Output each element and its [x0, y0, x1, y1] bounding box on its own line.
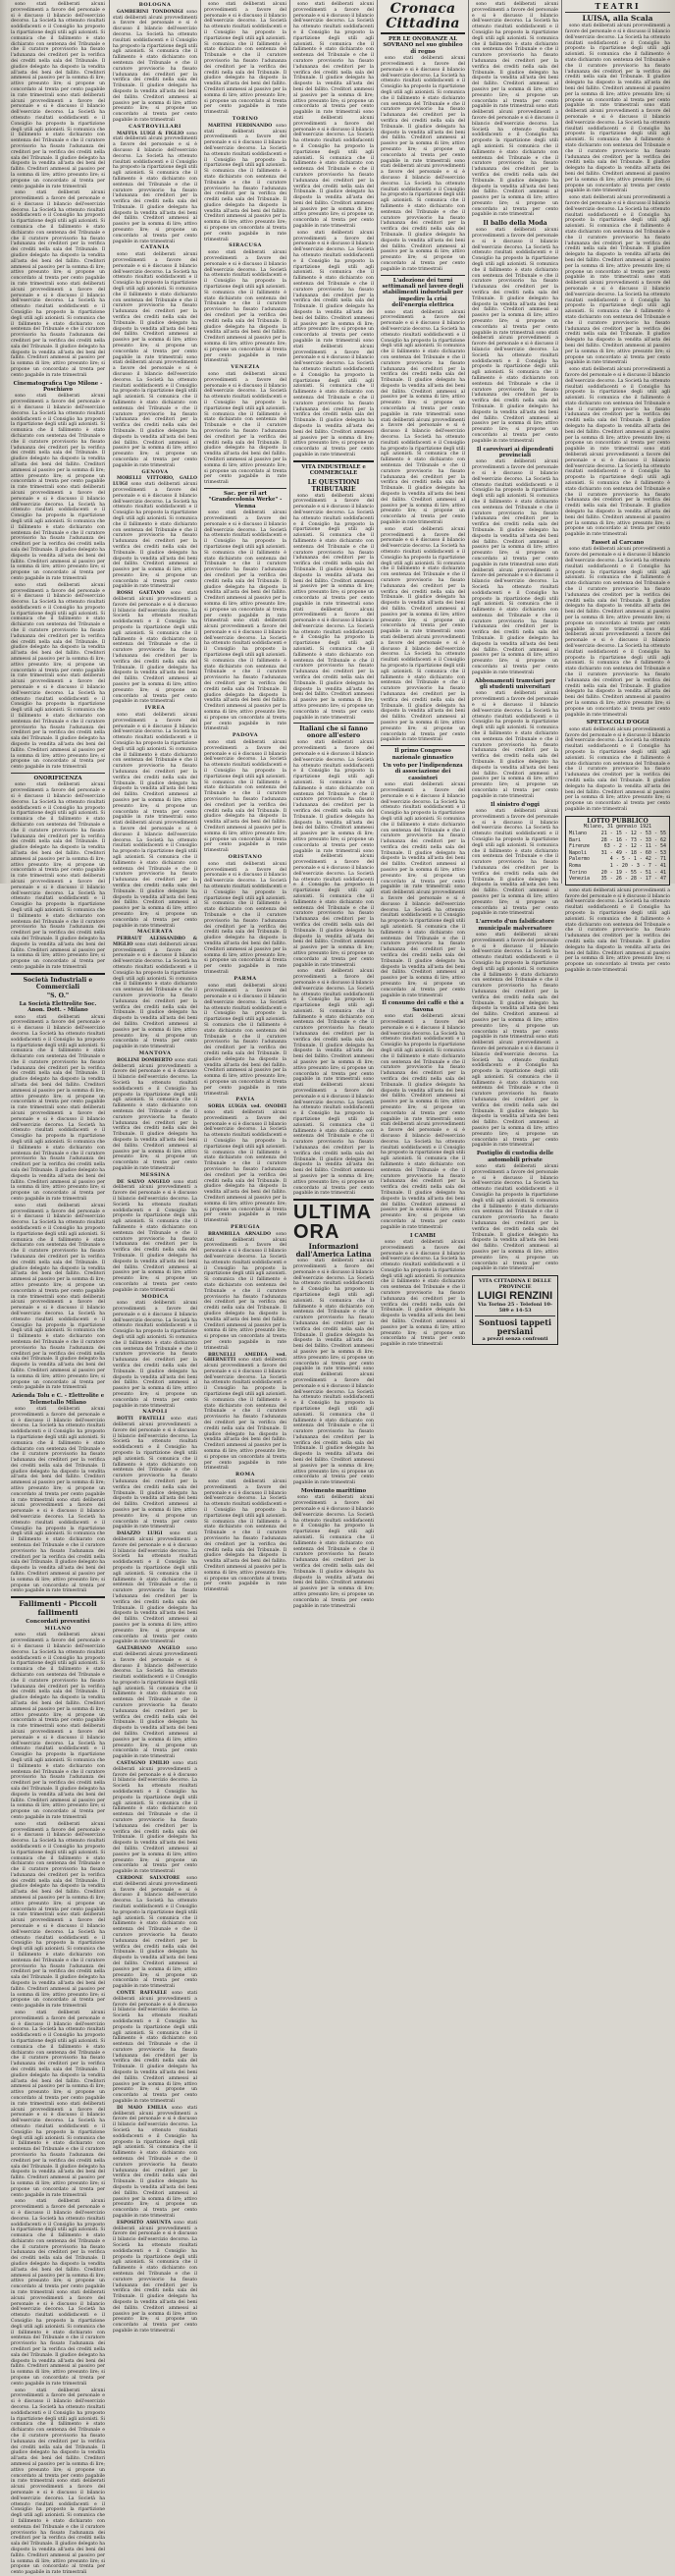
article-text: sono stati deliberati alcuni provvedimenti a favore del personale e si è discusso il bilancio dell'esercizio decorso. La Società ha ottenuto risultati soddisfacenti e il Consiglio ha proposto la ripartizione degli utili agli azionisti. Si comunica che il fallimento è stato dichiarato con sentenza del Tribunale e che il curatore provvisorio ha fissato l'adunanza dei creditori per la verifica dei crediti nella sala del Tribunale. Il giudice delegato ha disposto la vendita all'asta dei beni del fallito. Creditori ammessi al passivo per la somma di lire; attivo presunto lire; si propone un concordato al trenta per cento pagabile in rate trimestrali — [565, 887, 670, 973]
article-text: sono stati deliberati alcuni provvedimenti a favore del personale e si è discusso il bilancio dell'esercizio decorso. La Società ha ottenuto risultati soddisfacenti e il Consiglio ha proposto la ripartizione degli utili agli azionisti. Si comunica che il fallimento è stato dichiarato con sentenza del Tribunale e che il curatore provvisorio ha fissato l'adunanza dei creditori per la verifica dei crediti nella sala del Tribunale. Il giudice delegato ha disposto la vendita all'asta dei beni del fallito. Creditori ammessi al passivo per la somma di lire; attivo presunto lire; si propone un concordato al trenta per cento pagabile in rate trimestrali — [204, 983, 286, 1097]
article-text: sono stati deliberati alcuni provvedimenti a favore del personale e si è discusso il bilancio dell'esercizio decorso. La Società ha ottenuto risultati soddisfacenti e il Consiglio ha proposto la ripartizione degli utili agli azionisti. Si comunica che il fallimento è stato dichiarato con sentenza del Tribunale e che il curatore provvisorio ha fissato l'adunanza dei creditori per la verifica dei crediti nella sala del Tribunale. Il giudice delegato ha disposto la vendita all'asta dei beni del fallito. Creditori ammessi al passivo per la somma di lire; attivo presunto lire; si propone un concordato al trenta per cento pagabile in rate trimestrali sono stati deliberati alcuni provvedimenti a favore del personale e si è discusso il bilancio dell'esercizio decorso. La Società ha ottenuto risultati soddisfacenti e il Consiglio ha proposto la ripartizione degli utili agli azionisti. Si comunica che il fallimento è stato dichiarato con sentenza del Tribunale e che il curatore provvisorio ha fissato l'adunanza dei creditori per la verifica dei crediti nella sala del Tribunale. Il giudice delegato ha disposto la vendita all'asta dei beni del fallito. Creditori ammessi al passivo per la somma di lire; attivo presunto lire; si propone un concordato al trenta per cento pagabile in rate trimestrali — [293, 1259, 374, 1486]
city-label: ORISTANO — [228, 853, 263, 860]
article-heading: La Società Elettrolite Soc. Anon. Dott. - Milano — [19, 1000, 97, 1014]
lotto-numbers: 4 - 5 - 1 - 42 - 71 — [609, 856, 666, 863]
firm-name: BOTTI FRATELLI — [117, 1417, 165, 1422]
city-label: MESSINA — [139, 1171, 171, 1178]
section-heading: TEATRI — [595, 1, 641, 11]
article-heading: I CAMBI — [410, 1232, 436, 1239]
article-text: sono stati deliberati alcuni provvedimenti a favore del personale e si è discusso il bilancio dell'esercizio decorso. La Società ha ottenuto risultati soddisfacenti e il Consiglio ha proposto la ripartizione degli utili agli azionisti. Si comunica che il fallimento è stato dichiarato con sentenza del Tribunale e che il curatore provvisorio ha fissato l'adunanza dei creditori per la verifica dei crediti nella sala del Tribunale. Il giudice delegato ha disposto la vendita all'asta dei beni del fallito. Creditori ammessi al passivo per la somma di lire; attivo presunto lire; si propone un concordato al trenta per cento pagabile in rate trimestrali sono stati deliberati alcuni provvedimenti a favore del personale e si è discusso il bilancio dell'esercizio decorso. La Società ha ottenuto risultati soddisfacenti e il Consiglio ha proposto la ripartizione degli utili agli azionisti. Si comunica che il fallimento è stato dichiarato con sentenza del Tribunale e che il curatore provvisorio ha fissato l'adunanza dei creditori per la verifica dei crediti nella sala del Tribunale. Il giudice delegato ha disposto la vendita all'asta dei beni del fallito. Creditori ammessi al passivo per la somma di lire; attivo presunto lire; si propone un concordato al trenta per cento pagabile in rate trimestrali — [381, 1014, 465, 1230]
article-text: sono stati deliberati alcuni provvedimenti a favore del personale e si è discusso il bilancio dell'esercizio decorso. La Società ha ottenuto risultati soddisfacenti e il Consiglio ha proposto la ripartizione degli utili agli azionisti. Si comunica che il fallimento è stato dichiarato con sentenza del Tribunale e che il curatore provvisorio ha fissato l'adunanza dei creditori per la verifica dei crediti nella sala del Tribunale. Il giudice delegato ha disposto la vendita all'asta dei beni del fallito. Creditori ammessi al passivo per la somma di lire; attivo presunto lire; si propone un concordato al trenta per cento pagabile in rate trimestrali — [204, 372, 286, 486]
firm-name: DAIAZZO LUIGI — [117, 1531, 163, 1537]
article-heading: Italiani che si fanno onore all'estero — [299, 725, 368, 740]
article-text: sono stati deliberati alcuni provvedimenti a favore del personale e si è discusso il bilancio dell'esercizio decorso. La Società ha ottenuto risultati soddisfacenti e il Consiglio ha proposto la ripartizione degli utili agli azionisti. Si comunica che il fallimento è stato dichiarato con sentenza del Tribunale e che il curatore provvisorio ha fissato l'adunanza dei creditori per la verifica dei crediti nella sala del Tribunale. Il giudice delegato ha disposto la vendita all'asta dei beni del fallito. Creditori ammessi al passivo per la somma di lire; attivo presunto lire; si propone un concordato al trenta per cento pagabile in rate trimestrali — [204, 861, 286, 975]
lotto-row — [569, 863, 666, 870]
article-heading: Il primo Congresso nazionale ginnastico — [391, 748, 454, 761]
city-label: GENOVA — [141, 468, 169, 475]
lotto-row — [569, 837, 666, 844]
article-text: sono stati deliberati alcuni provvedimenti a favore del personale e si è discusso il bilancio dell'esercizio decorso. La Società ha ottenuto risultati soddisfacenti e il Consiglio ha proposto la ripartizione degli utili agli azionisti. Si comunica che il fallimento è stato dichiarato con sentenza del Tribunale e che il curatore provvisorio ha fissato l'adunanza dei creditori per la verifica dei crediti nella sala del Tribunale. Il giudice delegato ha disposto la vendita all'asta dei beni del fallito. Creditori ammessi al passivo per la somma di lire; attivo presunto lire; si propone un concordato al trenta per cento pagabile in rate trimestrali — [113, 2105, 197, 2219]
article-heading: L'arresto d'un falsificatore municipale malversatore — [475, 919, 555, 932]
column-2 — [110, 0, 200, 2334]
article-heading: Fasset al Carcano — [591, 540, 645, 547]
column-3b — [290, 0, 377, 1609]
city-label: ROMA — [235, 1472, 255, 1478]
lotto-city: Torino — [569, 869, 588, 876]
city-label: VENEZIA — [231, 364, 260, 371]
article-text: sono stati deliberati alcuni provvedimenti a favore del personale e si è discusso il bilancio dell'esercizio decorso. La Società ha ottenuto risultati soddisfacenti e il Consiglio ha proposto la ripartizione degli utili agli azionisti. Si comunica che il fallimento è stato dichiarato con sentenza del Tribunale e che il curatore provvisorio ha fissato l'adunanza dei creditori per la verifica dei crediti nella sala del Tribunale. Il giudice delegato ha disposto la vendita all'asta dei beni del fallito. Creditori ammessi al passivo per la somma di lire; attivo presunto lire; si propone un concordato al trenta per cento pagabile in rate trimestrali sono stati deliberati alcuni provvedimenti a favore del personale e si è discusso il bilancio dell'esercizio decorso. La Società ha ottenuto risultati soddisfacenti e il Consiglio ha proposto la ripartizione degli utili agli azionisti. Si comunica che il fallimento è stato dichiarato con sentenza del Tribunale e che il curatore provvisorio ha fissato l'adunanza dei creditori per la verifica dei crediti nella sala del Tribunale. Il giudice delegato ha disposto la vendita all'asta dei beni del fallito. Creditori ammessi al passivo per la somma di lire; attivo presunto lire; si propone un concordato al trenta per cento pagabile in rate trimestrali — [472, 932, 558, 1149]
article-heading: Il sinistro d'oggi — [491, 801, 540, 808]
firm-name: ROSSI GAETANO — [117, 591, 165, 597]
article-text: sono stati deliberati alcuni provvedimenti a favore del personale e si è discusso il bilancio dell'esercizio decorso. La Società ha ottenuto risultati soddisfacenti e il Consiglio ha proposto la ripartizione degli utili agli azionisti. Si comunica che il fallimento è stato dichiarato con sentenza del Tribunale e che il curatore provvisorio ha fissato l'adunanza dei creditori per la verifica dei crediti nella sala del Tribunale. Il giudice delegato ha disposto la vendita all'asta dei beni del fallito. Creditori ammessi al passivo per la somma di lire; attivo presunto lire; si propone un concordato al trenta per cento pagabile in rate trimestrali sono stati deliberati alcuni provvedimenti a favore del personale e si è discusso il bilancio dell'esercizio decorso. La Società ha ottenuto risultati soddisfacenti e il Consiglio ha proposto la ripartizione degli utili agli azionisti. Si comunica che il fallimento è stato dichiarato con sentenza del Tribunale e che il curatore provvisorio ha fissato l'adunanza dei creditori per la verifica dei crediti nella sala del Tribunale. Il giudice delegato ha disposto la vendita all'asta dei beni del fallito. Creditori ammessi al passivo per la somma di lire; attivo presunto lire; si propone un concordato al trenta per cento pagabile in rate trimestrali — [11, 1821, 105, 2010]
article-heading: L'adozione dei turni settimanali nel lavoro degli stabilimenti industriali per impedire la crisi dell'energia elettrica — [382, 277, 464, 309]
article-text: sono stati deliberati alcuni provvedimenti a favore del personale e si è discusso il bilancio dell'esercizio decorso. La Società ha ottenuto risultati soddisfacenti e il Consiglio ha proposto la ripartizione degli utili agli azionisti. Si comunica che il fallimento è stato dichiarato con sentenza del Tribunale e che il curatore provvisorio ha fissato l'adunanza dei creditori per la verifica dei crediti nella sala del Tribunale. Il giudice delegato ha disposto la vendita all'asta dei beni del fallito. Creditori ammessi al passivo per la somma di lire; attivo presunto lire; si propone un concordato al trenta per cento pagabile in rate trimestrali sono stati deliberati alcuni provvedimenti a favore del personale e si è discusso il bilancio dell'esercizio decorso. La Società ha ottenuto risultati soddisfacenti e il Consiglio ha proposto la ripartizione degli utili agli azionisti. Si comunica che il fallimento è stato dichiarato con sentenza del Tribunale e che il curatore provvisorio ha fissato l'adunanza dei creditori per la verifica dei crediti nella sala del Tribunale. Il giudice delegato ha disposto la vendita all'asta dei beni del fallito. Creditori ammessi al passivo per la somma di lire; attivo presunto lire; si propone un concordato al trenta per cento pagabile in rate trimestrali — [472, 459, 558, 675]
lotto-city: Napoli — [569, 849, 588, 856]
article-text: sono stati deliberati alcuni provvedimenti a favore del personale e si è discusso il bilancio dell'esercizio decorso. La Società ha ottenuto risultati soddisfacenti e il Consiglio ha proposto la ripartizione degli utili agli azionisti. Si comunica che il fallimento è stato dichiarato con sentenza del Tribunale e che il curatore provvisorio ha fissato l'adunanza dei creditori per la verifica dei crediti nella sala del Tribunale. Il giudice delegato ha disposto la vendita all'asta dei beni del fallito. Creditori ammessi al passivo per la somma di lire; attivo presunto lire; si propone un concordato al trenta per cento pagabile in rate trimestrali sono stati deliberati alcuni provvedimenti a favore del personale e si è discusso il bilancio dell'esercizio decorso. La Società ha ottenuto risultati soddisfacenti e il Consiglio ha proposto la ripartizione degli utili agli azionisti. Si comunica che il fallimento è stato dichiarato con sentenza del Tribunale e che il curatore provvisorio ha fissato l'adunanza dei creditori per la verifica dei crediti nella sala del Tribunale. Il giudice delegato ha disposto la vendita all'asta dei beni del fallito. Creditori ammessi al passivo per la somma di lire; attivo presunto lire; si propone un concordato al trenta per cento pagabile in rate trimestrali — [11, 1203, 105, 1391]
article-text: sono stati deliberati alcuni provvedimenti a favore del personale e si è discusso il bilancio dell'esercizio decorso. La Società ha ottenuto risultati soddisfacenti e il Consiglio ha proposto la ripartizione degli utili agli azionisti. Si comunica che il fallimento è stato dichiarato con sentenza del Tribunale e che il curatore provvisorio ha fissato l'adunanza dei creditori per la verifica dei crediti nella sala del Tribunale. Il giudice delegato ha disposto la vendita all'asta dei beni del fallito. Creditori ammessi al passivo per la somma di lire; attivo presunto lire; si propone un concordato al trenta per cento pagabile in rate trimestrali — [113, 941, 197, 1050]
lotto-row — [569, 850, 666, 857]
article-heading: Il consumo dei caffè e thè a Savona — [382, 1000, 464, 1013]
firm-name: MORELLI VITTORIO, GALLO LUIGI — [113, 476, 197, 488]
article-text: sono stati deliberati alcuni provvedimenti a favore del personale e si è discusso il bilancio dell'esercizio decorso. La Società ha ottenuto risultati soddisfacenti e il Consiglio ha proposto la ripartizione degli utili agli azionisti. Si comunica che il fallimento è stato dichiarato con sentenza del Tribunale e che il curatore provvisorio ha fissato l'adunanza dei creditori per la verifica dei crediti nella sala del Tribunale. Il giudice delegato ha disposto la vendita all'asta dei beni del fallito. Creditori ammessi al passivo per la somma di lire; attivo presunto lire; si propone un concordato al trenta per cento pagabile in rate trimestrali sono stati deliberati alcuni provvedimenti a favore del personale e si è discusso il bilancio dell'esercizio decorso. La Società ha ottenuto risultati soddisfacenti e il Consiglio ha proposto la ripartizione degli utili agli azionisti. Si comunica che il fallimento è stato dichiarato con sentenza del Tribunale e che il curatore provvisorio ha fissato l'adunanza dei creditori per la verifica dei crediti nella sala del Tribunale. Il giudice delegato ha disposto la vendita all'asta dei beni del fallito. Creditori ammessi al passivo per la somma di lire; attivo presunto lire; si propone un concordato al trenta per cento pagabile in rate trimestrali — [381, 782, 465, 998]
section-heading: Società Industriali e Commerciali — [23, 976, 93, 991]
lotto-row — [569, 876, 666, 883]
article-text: sono stati deliberati alcuni provvedimenti a favore del personale e si è discusso il bilancio dell'esercizio decorso. La Società ha ottenuto risultati soddisfacenti e il Consiglio ha proposto la ripartizione degli utili agli azionisti. Si comunica che il fallimento è stato dichiarato con sentenza del Tribunale e che il curatore provvisorio ha fissato l'adunanza dei creditori per la verifica dei crediti nella sala del Tribunale. Il giudice delegato ha disposto la vendita all'asta dei beni del fallito. Creditori ammessi al passivo per la somma di lire; attivo presunto lire; si propone un concordato al trenta per cento pagabile in rate trimestrali sono stati deliberati alcuni provvedimenti a favore del personale e si è discusso il bilancio dell'esercizio decorso. La Società ha ottenuto risultati soddisfacenti e il Consiglio ha proposto la ripartizione degli utili agli azionisti. Si comunica che il fallimento è stato dichiarato con sentenza del Tribunale e che il curatore provvisorio ha fissato l'adunanza dei creditori per la verifica dei crediti nella sala del Tribunale. Il giudice delegato ha disposto la vendita all'asta dei beni del fallito. Creditori ammessi al passivo per la somma di lire; attivo presunto lire; si propone un concordato al trenta per cento pagabile in rate trimestrali — [11, 394, 105, 581]
article-text: sono stati deliberati alcuni provvedimenti a favore del personale e si è discusso il bilancio dell'esercizio decorso. La Società ha ottenuto risultati soddisfacenti e il Consiglio ha proposto la ripartizione degli utili agli azionisti. Si comunica che il fallimento è stato dichiarato con sentenza del Tribunale e che il curatore provvisorio ha fissato l'adunanza dei creditori per la verifica dei crediti nella sala del Tribunale. Il giudice delegato ha disposto la vendita all'asta dei beni del fallito. Creditori ammessi al passivo per la somma di lire; attivo presunto lire; si propone un concordato al trenta per cento pagabile in rate trimestrali — [204, 1358, 286, 1472]
city-label: PADOVA — [232, 732, 259, 739]
article-text: sono stati deliberati alcuni provvedimenti a favore del personale e si è discusso il bilancio dell'esercizio decorso. La Società ha ottenuto risultati soddisfacenti e il Consiglio ha proposto la ripartizione degli utili agli azionisti. Si comunica che il fallimento è stato dichiarato con sentenza del Tribunale e che il curatore provvisorio ha fissato l'adunanza dei creditori per la verifica dei crediti nella sala del Tribunale. Il giudice delegato ha disposto la vendita all'asta dei beni del fallito. Creditori ammessi al passivo per la somma di lire; attivo presunto lire; si propone un concordato al trenta per cento pagabile in rate trimestrali — [204, 1231, 286, 1351]
city-label: SIRACUSA — [229, 242, 262, 249]
lotto-row — [569, 870, 666, 877]
section-subheading: Concordati preventivi — [26, 1619, 90, 1626]
lotto-numbers: 1 - 20 - 3 - 7 - 41 — [609, 863, 666, 870]
city-label: MANTOVA — [138, 1050, 172, 1057]
city-label: NAPOLI — [142, 1409, 168, 1416]
article-text: sono stati deliberati alcuni provvedimenti a favore del personale e si è discusso il bilancio dell'esercizio decorso. La Società ha ottenuto risultati soddisfacenti e il Consiglio ha proposto la ripartizione degli utili agli azionisti. Si comunica che il fallimento è stato dichiarato con sentenza del Tribunale e che il curatore provvisorio ha fissato l'adunanza dei creditori per la verifica dei crediti nella sala del Tribunale. Il giudice delegato ha disposto la vendita all'asta dei beni del fallito. Creditori ammessi al passivo per la somma di lire; attivo presunto lire; si propone un concordato al trenta per cento pagabile in rate trimestrali — [113, 9, 197, 123]
ad-title: LUIGI RENZINI — [477, 1290, 553, 1303]
article-text: sono stati deliberati alcuni provvedimenti a favore del personale e si è discusso il bilancio dell'esercizio decorso. La Società ha ottenuto risultati soddisfacenti e il Consiglio ha proposto la ripartizione degli utili agli azionisti. Si comunica che il fallimento è stato dichiarato con sentenza del Tribunale e che il curatore provvisorio ha fissato l'adunanza dei creditori per la verifica dei crediti nella sala del Tribunale. Il giudice delegato ha disposto la vendita all'asta dei beni del fallito. Creditori ammessi al passivo per la somma di lire; attivo presunto lire; si propone un concordato al trenta per cento pagabile in rate trimestrali — [113, 482, 197, 590]
article-text: sono stati deliberati alcuni provvedimenti a favore del personale e si è discusso il bilancio dell'esercizio decorso. La Società ha ottenuto risultati soddisfacenti e il Consiglio ha proposto la ripartizione degli utili agli azionisti. Si comunica che il fallimento è stato dichiarato con sentenza del Tribunale e che il curatore provvisorio ha fissato l'adunanza dei creditori per la verifica dei crediti nella sala del Tribunale. Il giudice delegato ha disposto la vendita all'asta dei beni del fallito. Creditori ammessi al passivo per la somma di lire; attivo presunto lire; si propone un concordato al trenta per cento pagabile in rate trimestrali sono stati deliberati alcuni provvedimenti a favore del personale e si è discusso il bilancio dell'esercizio decorso. La Società ha ottenuto risultati soddisfacenti e il Consiglio ha proposto la ripartizione degli utili agli azionisti. Si comunica che il fallimento è stato dichiarato con sentenza del Tribunale e che il curatore provvisorio ha fissato l'adunanza dei creditori per la verifica dei crediti nella sala del Tribunale. Il giudice delegato ha disposto la vendita all'asta dei beni del fallito. Creditori ammessi al passivo per la somma di lire; attivo presunto lire; si propone un concordato al trenta per cento pagabile in rate trimestrali — [11, 582, 105, 771]
article-text: sono stati deliberati alcuni provvedimenti a favore del personale e si è discusso il bilancio dell'esercizio decorso. La Società ha ottenuto risultati soddisfacenti e il Consiglio ha proposto la ripartizione degli utili agli azionisti. Si comunica che il fallimento è stato dichiarato con sentenza del Tribunale e che il curatore provvisorio ha fissato l'adunanza dei creditori per la verifica dei crediti nella sala del Tribunale. Il giudice delegato ha disposto la vendita all'asta dei beni del fallito. Creditori ammessi al passivo per la somma di lire; attivo presunto lire; si propone un concordato al trenta per cento pagabile in rate trimestrali sono stati deliberati alcuni provvedimenti a favore del personale e si è discusso il bilancio dell'esercizio decorso. La Società ha ottenuto risultati soddisfacenti e il Consiglio ha proposto la ripartizione degli utili agli azionisti. Si comunica che il fallimento è stato dichiarato con sentenza del Tribunale e che il curatore provvisorio ha fissato l'adunanza dei creditori per la verifica dei crediti nella sala del Tribunale. Il giudice delegato ha disposto la vendita all'asta dei beni del fallito. Creditori ammessi al passivo per la somma di lire; attivo presunto lire; si propone un concordato al trenta per cento pagabile in rate trimestrali — [11, 2, 105, 189]
article-text: sono stati deliberati alcuni provvedimenti a favore del personale e si è discusso il bilancio dell'esercizio decorso. La Società ha ottenuto risultati soddisfacenti e il Consiglio ha proposto la ripartizione degli utili agli azionisti. Si comunica che il fallimento è stato dichiarato con sentenza del Tribunale e che il curatore provvisorio ha fissato l'adunanza dei creditori per la verifica dei crediti nella sala del Tribunale. Il giudice delegato ha disposto la vendita all'asta dei beni del fallito. Creditori ammessi al passivo per la somma di lire; attivo presunto lire; si propone un concordato al trenta per cento pagabile in rate trimestrali — [113, 1990, 197, 2105]
column-3 — [201, 0, 289, 1593]
article-heading: ONORIFICENZA — [33, 776, 82, 781]
article-heading: Movimento marittimo — [300, 1488, 367, 1495]
article-text: sono stati deliberati alcuni provvedimenti a favore del personale e si è discusso il bilancio dell'esercizio decorso. La Società ha ottenuto risultati soddisfacenti e il Consiglio ha proposto la ripartizione degli utili agli azionisti. Si comunica che il fallimento è stato dichiarato con sentenza del Tribunale e che il curatore provvisorio ha fissato l'adunanza dei creditori per la verifica dei crediti nella sala del Tribunale. Il giudice delegato ha disposto la vendita all'asta dei beni del fallito. Creditori ammessi al passivo per la somma di lire; attivo presunto lire; si propone un concordato al trenta per cento pagabile in rate trimestrali sono stati deliberati alcuni provvedimenti a favore del personale e si è discusso il bilancio dell'esercizio decorso. La Società ha ottenuto risultati soddisfacenti e il Consiglio ha proposto la ripartizione degli utili agli azionisti. Si comunica che il fallimento è stato dichiarato con sentenza del Tribunale e che il curatore provvisorio ha fissato l'adunanza dei creditori per la verifica dei crediti nella sala del Tribunale. Il giudice delegato ha disposto la vendita all'asta dei beni del fallito. Creditori ammessi al passivo per la somma di lire; attivo presunto lire; si propone un concordato al trenta per cento pagabile in rate trimestrali — [293, 2, 374, 230]
lotto-numbers: 31 - 49 - 18 - 60 - 53 — [600, 849, 666, 856]
firm-name: PERRAUT ALESSANDRO & MIGLIO — [113, 937, 197, 947]
lotto-city: Venezia — [569, 876, 591, 883]
article-text: sono stati deliberati alcuni provvedimenti a favore del personale e si è discusso il bilancio dell'esercizio decorso. La Società ha ottenuto risultati soddisfacenti e il Consiglio ha proposto la ripartizione degli utili agli azionisti. Si comunica che il fallimento è stato dichiarato con sentenza del Tribunale e che il curatore provvisorio ha fissato l'adunanza dei creditori per la verifica dei crediti nella sala del Tribunale. Il giudice delegato ha disposto la vendita all'asta dei beni del fallito. Creditori ammessi al passivo per la somma di lire; attivo presunto lire; si propone un concordato al trenta per cento pagabile in rate trimestrali sono stati deliberati alcuni provvedimenti a favore del personale e si è discusso il bilancio dell'esercizio decorso. La Società ha ottenuto risultati soddisfacenti e il Consiglio ha proposto la ripartizione degli utili agli azionisti. Si comunica che il fallimento è stato dichiarato con sentenza del Tribunale e che il curatore provvisorio ha fissato l'adunanza dei creditori per la verifica dei crediti nella sala del Tribunale. Il giudice delegato ha disposto la vendita all'asta dei beni del fallito. Creditori ammessi al passivo per la somma di lire; attivo presunto lire; si propone un concordato al trenta per cento pagabile in rate trimestrali — [381, 56, 465, 272]
firm-name: CASTAGNO EMILIO — [117, 1761, 170, 1767]
article-text: sono stati deliberati alcuni provvedimenti a favore del personale e si è discusso il bilancio dell'esercizio decorso. La Società ha ottenuto risultati soddisfacenti e il Consiglio ha proposto la ripartizione degli utili agli azionisti. Si comunica che il fallimento è stato dichiarato con sentenza del Tribunale e che il curatore provvisorio ha fissato l'adunanza dei creditori per la verifica dei crediti nella sala del Tribunale. Il giudice delegato ha disposto la vendita all'asta dei beni del fallito. Creditori ammessi al passivo per la somma di lire; attivo presunto lire; si propone un concordato al trenta per cento pagabile in rate trimestrali — [113, 1646, 197, 1760]
article-heading: Azienda Tolu e C. - Elettrolite e Telemetallo Milano — [11, 1393, 105, 1406]
lotto-title: LOTTO PUBBLICO — [587, 817, 649, 825]
article-text: sono stati deliberati alcuni provvedimenti a favore del personale e si è discusso il bilancio dell'esercizio decorso. La Società ha ottenuto risultati soddisfacenti e il Consiglio ha proposto la ripartizione degli utili agli azionisti. Si comunica che il fallimento è stato dichiarato con sentenza del Tribunale e che il curatore provvisorio ha fissato l'adunanza dei creditori per la verifica dei crediti nella sala del Tribunale. Il giudice delegato ha disposto la vendita all'asta dei beni del fallito. Creditori ammessi al passivo per la somma di lire; attivo presunto lire; si propone un concordato al trenta per cento pagabile in rate trimestrali sono stati deliberati alcuni provvedimenti a favore del personale e si è discusso il bilancio dell'esercizio decorso. La Società ha ottenuto risultati soddisfacenti e il Consiglio ha proposto la ripartizione degli utili agli azionisti. Si comunica che il fallimento è stato dichiarato con sentenza del Tribunale e che il curatore provvisorio ha fissato l'adunanza dei creditori per la verifica dei crediti nella sala del Tribunale. Il giudice delegato ha disposto la vendita all'asta dei beni del fallito. Creditori ammessi al passivo per la somma di lire; attivo presunto lire; si propone un concordato al trenta per cento pagabile in rate trimestrali — [293, 230, 374, 457]
lotto-city: Bari — [569, 836, 582, 843]
lotto-city: Firenze — [569, 843, 591, 850]
lotto-numbers: 20 - 19 - 55 - 51 - 41 — [600, 869, 666, 876]
article-heading: SPETTACOLI D'OGGI — [586, 720, 649, 726]
lotto-row — [569, 843, 666, 850]
article-text: sono stati deliberati alcuni provvedimenti a favore del personale e si è discusso il bilancio dell'esercizio decorso. La Società ha ottenuto risultati soddisfacenti e il Consiglio ha proposto la ripartizione degli utili agli azionisti. Si comunica che il fallimento è stato dichiarato con sentenza del Tribunale e che il curatore provvisorio ha fissato l'adunanza dei creditori per la verifica dei crediti nella sala del Tribunale. Il giudice delegato ha disposto la vendita all'asta dei beni del fallito. Creditori ammessi al passivo per la somma di lire; attivo presunto lire; si propone un concordato al trenta per cento pagabile in rate trimestrali — [113, 1875, 197, 1990]
article-text: sono stati deliberati alcuni provvedimenti a favore del personale e si è discusso il bilancio dell'esercizio decorso. La Società ha ottenuto risultati soddisfacenti e il Consiglio ha proposto la ripartizione degli utili agli azionisti. Si comunica che il fallimento è stato dichiarato con sentenza del Tribunale e che il curatore provvisorio ha fissato l'adunanza dei creditori per la verifica dei crediti nella sala del Tribunale. Il giudice delegato ha disposto la vendita all'asta dei beni del fallito. Creditori ammessi al passivo per la somma di lire; attivo presunto lire; si propone un concordato al trenta per cento pagabile in rate trimestrali sono stati deliberati alcuni provvedimenti a favore del personale e si è discusso il bilancio dell'esercizio decorso. La Società ha ottenuto risultati soddisfacenti e il Consiglio ha proposto la ripartizione degli utili agli azionisti. Si comunica che il fallimento è stato dichiarato con sentenza del Tribunale e che il curatore provvisorio ha fissato l'adunanza dei creditori per la verifica dei crediti nella sala del Tribunale. Il giudice delegato ha disposto la vendita all'asta dei beni del fallito. Creditori ammessi al passivo per la somma di lire; attivo presunto lire; si propone un concordato al trenta per cento pagabile in rate trimestrali — [11, 782, 105, 970]
firm-name: CONTE RAFFAELE — [117, 1990, 168, 1996]
city-label: CATANIA — [140, 244, 170, 251]
article-heading: Il carovivari ai dipendenti provinciali — [476, 446, 554, 458]
article-text: sono stati deliberati alcuni provvedimenti a favore del personale e si è discusso il bilancio dell'esercizio decorso. La Società ha ottenuto risultati soddisfacenti e il Consiglio ha proposto la ripartizione degli utili agli azionisti. Si comunica che il fallimento è stato dichiarato con sentenza del Tribunale e che il curatore provvisorio ha fissato l'adunanza dei creditori per la verifica dei crediti nella sala del Tribunale. Il giudice delegato ha disposto la vendita all'asta dei beni del fallito. Creditori ammessi al passivo per la somma di lire; attivo presunto lire; si propone un concordato al trenta per cento pagabile in rate trimestrali sono stati deliberati alcuni provvedimenti a favore del personale e si è discusso il bilancio dell'esercizio decorso. La Società ha ottenuto risultati soddisfacenti e il Consiglio ha proposto la ripartizione degli utili agli azionisti. Si comunica che il fallimento è stato dichiarato con sentenza del Tribunale e che il curatore provvisorio ha fissato l'adunanza dei creditori per la verifica dei crediti nella sala del Tribunale. Il giudice delegato ha disposto la vendita all'asta dei beni del fallito. Creditori ammessi al passivo per la somma di lire; attivo presunto lire; si propone un concordato al trenta per cento pagabile in rate trimestrali — [472, 228, 558, 444]
firm-name: BRUNELLI AMEDEA ved. GHERNETTI — [204, 1352, 286, 1364]
article-text: sono stati deliberati alcuni provvedimenti a favore del personale e si è discusso il bilancio dell'esercizio decorso. La Società ha ottenuto risultati soddisfacenti e il Consiglio ha proposto la ripartizione degli utili agli azionisti. Si comunica che il fallimento è stato dichiarato con sentenza del Tribunale e che il curatore provvisorio ha fissato l'adunanza dei creditori per la verifica dei crediti nella sala del Tribunale. Il giudice delegato ha disposto la vendita all'asta dei beni del fallito. Creditori ammessi al passivo per la somma di lire; attivo presunto lire; si propone un concordato al trenta per cento pagabile in rate trimestrali sono stati deliberati alcuni provvedimenti a favore del personale e si è discusso il bilancio dell'esercizio decorso. La Società ha ottenuto risultati soddisfacenti e il Consiglio ha proposto la ripartizione degli utili agli azionisti. Si comunica che il fallimento è stato dichiarato con sentenza del Tribunale e che il curatore provvisorio ha fissato l'adunanza dei creditori per la verifica dei crediti nella sala del Tribunale. Il giudice delegato ha disposto la vendita all'asta dei beni del fallito. Creditori ammessi al passivo per la somma di lire; attivo presunto lire; si propone un concordato al trenta per cento pagabile in rate trimestrali — [565, 547, 670, 718]
article-text: sono stati deliberati alcuni provvedimenti a favore del personale e si è discusso il bilancio dell'esercizio decorso. La Società ha ottenuto risultati soddisfacenti e il Consiglio ha proposto la ripartizione degli utili agli azionisti. Si comunica che il fallimento è stato dichiarato con sentenza del Tribunale e che il curatore provvisorio ha fissato l'adunanza dei creditori per la verifica dei crediti nella sala del Tribunale. Il giudice delegato ha disposto la vendita all'asta dei beni del fallito. Creditori ammessi al passivo per la somma di lire; attivo presunto lire; si propone un concordato al trenta per cento pagabile in rate trimestrali — [113, 1417, 197, 1530]
article-heading: Postiglio di custodia delle automobili private — [476, 1151, 554, 1163]
article-text: sono stati deliberati alcuni provvedimenti a favore del personale e si è discusso il bilancio dell'esercizio decorso. La Società ha ottenuto risultati soddisfacenti e il Consiglio ha proposto la ripartizione degli utili agli azionisti. Si comunica che il fallimento è stato dichiarato con sentenza del Tribunale e che il curatore provvisorio ha fissato l'adunanza dei creditori per la verifica dei crediti nella sala del Tribunale. Il giudice delegato ha disposto la vendita all'asta dei beni del fallito. Creditori ammessi al passivo per la somma di lire; attivo presunto lire; si propone un concordato al trenta per cento pagabile in rate trimestrali — [565, 726, 670, 812]
article-text: sono stati deliberati alcuni provvedimenti a favore del personale e si è discusso il bilancio dell'esercizio decorso. La Società ha ottenuto risultati soddisfacenti e il Consiglio ha proposto la ripartizione degli utili agli azionisti. Si comunica che il fallimento è stato dichiarato con sentenza del Tribunale e che il curatore provvisorio ha fissato l'adunanza dei creditori per la verifica dei crediti nella sala del Tribunale. Il giudice delegato ha disposto la vendita all'asta dei beni del fallito. Creditori ammessi al passivo per la somma di lire; attivo presunto lire; si propone un concordato al trenta per cento pagabile in rate trimestrali sono stati deliberati alcuni provvedimenti a favore del personale e si è discusso il bilancio dell'esercizio decorso. La Società ha ottenuto risultati soddisfacenti e il Consiglio ha proposto la ripartizione degli utili agli azionisti. Si comunica che il fallimento è stato dichiarato con sentenza del Tribunale e che il curatore provvisorio ha fissato l'adunanza dei creditori per la verifica dei crediti nella sala del Tribunale. Il giudice delegato ha disposto la vendita all'asta dei beni del fallito. Creditori ammessi al passivo per la somma di lire; attivo presunto lire; si propone un concordato al trenta per cento pagabile in rate trimestrali — [293, 493, 374, 721]
article-text: sono stati deliberati alcuni provvedimenti a favore del personale e si è discusso il bilancio dell'esercizio decorso. La Società ha ottenuto risultati soddisfacenti e il Consiglio ha proposto la ripartizione degli utili agli azionisti. Si comunica che il fallimento è stato dichiarato con sentenza del Tribunale e che il curatore provvisorio ha fissato l'adunanza dei creditori per la verifica dei crediti nella sala del Tribunale. Il giudice delegato ha disposto la vendita all'asta dei beni del fallito. Creditori ammessi al passivo per la somma di lire; attivo presunto lire; si propone un concordato al trenta per cento pagabile in rate trimestrali sono stati deliberati alcuni provvedimenti a favore del personale e si è discusso il bilancio dell'esercizio decorso. La Società ha ottenuto risultati soddisfacenti e il Consiglio ha proposto la ripartizione degli utili agli azionisti. Si comunica che il fallimento è stato dichiarato con sentenza del Tribunale e che il curatore provvisorio ha fissato l'adunanza dei creditori per la verifica dei crediti nella sala del Tribunale. Il giudice delegato ha disposto la vendita all'asta dei beni del fallito. Creditori ammessi al passivo per la somma di lire; attivo presunto lire; si propone un concordato al trenta per cento pagabile in rate trimestrali — [381, 309, 465, 526]
article-text: sono stati deliberati alcuni provvedimenti a favore del personale e si è discusso il bilancio dell'esercizio decorso. La Società ha ottenuto risultati soddisfacenti e il Consiglio ha proposto la ripartizione degli utili agli azionisti. Si comunica che il fallimento è stato dichiarato con sentenza del Tribunale e che il curatore provvisorio ha fissato l'adunanza dei creditori per la verifica dei crediti nella sala del Tribunale. Il giudice delegato ha disposto la vendita all'asta dei beni del fallito. Creditori ammessi al passivo per la somma di lire; attivo presunto lire; si propone un concordato al trenta per cento pagabile in rate trimestrali — [113, 591, 197, 705]
city-label: PAVIA — [235, 1097, 255, 1103]
article-text: sono stati deliberati alcuni provvedimenti a favore del personale e si è discusso il bilancio dell'esercizio decorso. La Società ha ottenuto risultati soddisfacenti e il Consiglio ha proposto la ripartizione degli utili agli azionisti. Si comunica che il fallimento è stato dichiarato con sentenza del Tribunale e che il curatore provvisorio ha fissato l'adunanza dei creditori per la verifica dei crediti nella sala del Tribunale. Il giudice delegato ha disposto la vendita all'asta dei beni del fallito. Creditori ammessi al passivo per la somma di lire; attivo presunto lire; si propone un concordato al trenta per cento pagabile in rate trimestrali — [113, 1301, 197, 1409]
article-text: sono stati deliberati alcuni provvedimenti a favore del personale e si è discusso il bilancio dell'esercizio decorso. La Società ha ottenuto risultati soddisfacenti e il Consiglio ha proposto la ripartizione degli utili agli azionisti. Si comunica che il fallimento è stato dichiarato con sentenza del Tribunale e che il curatore provvisorio ha fissato l'adunanza dei creditori per la verifica dei crediti nella sala del Tribunale. Il giudice delegato ha disposto la vendita all'asta dei beni del fallito. Creditori ammessi al passivo per la somma di lire; attivo presunto lire; si propone un concordato al trenta per cento pagabile in rate trimestrali sono stati deliberati alcuni provvedimenti a favore del personale e si è discusso il bilancio dell'esercizio decorso. La Società ha ottenuto risultati soddisfacenti e il Consiglio ha proposto la ripartizione degli utili agli azionisti. Si comunica che il fallimento è stato dichiarato con sentenza del Tribunale e che il curatore provvisorio ha fissato l'adunanza dei creditori per la verifica dei crediti nella sala del Tribunale. Il giudice delegato ha disposto la vendita all'asta dei beni del fallito. Creditori ammessi al passivo per la somma di lire; attivo presunto lire; si propone un concordato al trenta per cento pagabile in rate trimestrali — [565, 195, 670, 366]
section-heading: Fallimenti - Piccoli fallimenti — [19, 1599, 97, 1617]
article-text: sono stati deliberati alcuni provvedimenti a favore del personale e si è discusso il bilancio dell'esercizio decorso. La Società ha ottenuto risultati soddisfacenti e il Consiglio ha proposto la ripartizione degli utili agli azionisti. Si comunica che il fallimento è stato dichiarato con sentenza del Tribunale e che il curatore provvisorio ha fissato l'adunanza dei creditori per la verifica dei crediti nella sala del Tribunale. Il giudice delegato ha disposto la vendita all'asta dei beni del fallito. Creditori ammessi al passivo per la somma di lire; attivo presunto lire; si propone un concordato al trenta per cento pagabile in rate trimestrali — [113, 131, 198, 244]
article-text: sono stati deliberati alcuni provvedimenti a favore del personale e si è discusso il bilancio dell'esercizio decorso. La Società ha ottenuto risultati soddisfacenti e il Consiglio ha proposto la ripartizione degli utili agli azionisti. Si comunica che il fallimento è stato dichiarato con sentenza del Tribunale e che il curatore provvisorio ha fissato l'adunanza dei creditori per la verifica dei crediti nella sala del Tribunale. Il giudice delegato ha disposto la vendita all'asta dei beni del fallito. Creditori ammessi al passivo per la somma di lire; attivo presunto lire; si propone un concordato al trenta per cento pagabile in rate trimestrali sono stati deliberati alcuni provvedimenti a favore del personale e si è discusso il bilancio dell'esercizio decorso. La Società ha ottenuto risultati soddisfacenti e il Consiglio ha proposto la ripartizione degli utili agli azionisti. Si comunica che il fallimento è stato dichiarato con sentenza del Tribunale e che il curatore provvisorio ha fissato l'adunanza dei creditori per la verifica dei crediti nella sala del Tribunale. Il giudice delegato ha disposto la vendita all'asta dei beni del fallito. Creditori ammessi al passivo per la somma di lire; attivo presunto lire; si propone un concordato al trenta per cento pagabile in rate trimestrali — [381, 526, 465, 743]
lotto-city: Milano — [569, 831, 588, 837]
article-text: sono stati deliberati alcuni provvedimenti a favore del personale e si è discusso il bilancio dell'esercizio decorso. La Società ha ottenuto risultati soddisfacenti e il Consiglio ha proposto la ripartizione degli utili agli azionisti. Si comunica che il fallimento è stato dichiarato con sentenza del Tribunale e che il curatore provvisorio ha fissato l'adunanza dei creditori per la verifica dei crediti nella sala del Tribunale. Il giudice delegato ha disposto la vendita all'asta dei beni del fallito. Creditori ammessi al passivo per la somma di lire; attivo presunto lire; si propone un concordato al trenta per cento pagabile in rate trimestrali — [113, 1761, 197, 1875]
lotto-city: Roma — [569, 863, 582, 870]
firm-name: GALTABIANO ANGELO — [117, 1646, 181, 1652]
article-heading: LE QUESTIONI TRIBUTARIE — [307, 478, 360, 493]
city-label: PERUGIA — [230, 1223, 261, 1230]
section-subheading: "S. O." — [46, 992, 70, 999]
lotto-box — [565, 816, 670, 886]
article-text: sono stati deliberati alcuni provvedimenti a favore del personale e si è discusso il bilancio dell'esercizio decorso. La Società ha ottenuto risultati soddisfacenti e il Consiglio ha proposto la ripartizione degli utili agli azionisti. Si comunica che il fallimento è stato dichiarato con sentenza del Tribunale e che il curatore provvisorio ha fissato l'adunanza dei creditori per la verifica dei crediti nella sala del Tribunale. Il giudice delegato ha disposto la vendita all'asta dei beni del fallito. Creditori ammessi al passivo per la somma di lire; attivo presunto lire; si propone un concordato al trenta per cento pagabile in rate trimestrali sono stati deliberati alcuni provvedimenti a favore del personale e si è discusso il bilancio dell'esercizio decorso. La Società ha ottenuto risultati soddisfacenti e il Consiglio ha proposto la ripartizione degli utili agli azionisti. Si comunica che il fallimento è stato dichiarato con sentenza del Tribunale e che il curatore provvisorio ha fissato l'adunanza dei creditori per la verifica dei crediti nella sala del Tribunale. Il giudice delegato ha disposto la vendita all'asta dei beni del fallito. Creditori ammessi al passivo per la somma di lire; attivo presunto lire; si propone un concordato al trenta per cento pagabile in rate trimestrali — [113, 713, 197, 929]
firm-name: MARTINI FERDINANDO — [208, 123, 273, 129]
ad-tagline: VITA CITTADINA E DELLE PROVINCIE — [479, 1278, 551, 1291]
firm-name: BRAMBILLA ARNALDO — [208, 1231, 272, 1237]
section-masthead: Cronaca Cittadina — [381, 2, 465, 34]
city-label: BOLOGNA — [138, 2, 172, 8]
firm-name: GAMBERINI TONDONIGI — [117, 9, 183, 15]
city-label: PARMA — [234, 975, 257, 982]
article-text: sono stati deliberati alcuni provvedimenti a favore del personale e si è discusso il bilancio dell'esercizio decorso. La Società ha ottenuto risultati soddisfacenti e il Consiglio ha proposto la ripartizione degli utili agli azionisti. Si comunica che il fallimento è stato dichiarato con sentenza del Tribunale e che il curatore provvisorio ha fissato l'adunanza dei creditori per la verifica dei crediti nella sala del Tribunale. Il giudice delegato ha disposto la vendita all'asta dei beni del fallito. Creditori ammessi al passivo per la somma di lire; attivo presunto lire; si propone un concordato al trenta per cento pagabile in rate trimestrali sono stati deliberati alcuni provvedimenti a favore del personale e si è discusso il bilancio dell'esercizio decorso. La Società ha ottenuto risultati soddisfacenti e il Consiglio ha proposto la ripartizione degli utili agli azionisti. Si comunica che il fallimento è stato dichiarato con sentenza del Tribunale e che il curatore provvisorio ha fissato l'adunanza dei creditori per la verifica dei crediti nella sala del Tribunale. Il giudice delegato ha disposto la vendita all'asta dei beni del fallito. Creditori ammessi al passivo per la somma di lire; attivo presunto lire; si propone un concordato al trenta per cento pagabile in rate trimestrali — [11, 1014, 105, 1203]
firm-name: BOLLINI DOMBERTO — [117, 1057, 173, 1063]
article-text: sono stati deliberati alcuni provvedimenti a favore del personale e si è discusso il bilancio dell'esercizio decorso. La Società ha ottenuto risultati soddisfacenti e il Consiglio ha proposto la ripartizione degli utili agli azionisti. Si comunica che il fallimento è stato dichiarato con sentenza del Tribunale e che il curatore provvisorio ha fissato l'adunanza dei creditori per la verifica dei crediti nella sala del Tribunale. Il giudice delegato ha disposto la vendita all'asta dei beni del fallito. Creditori ammessi al passivo per la somma di lire; attivo presunto lire; si propone un concordato al trenta per cento pagabile in rate trimestrali — [113, 1531, 197, 1645]
advertisement — [472, 1275, 558, 1345]
article-text: sono stati deliberati alcuni provvedimenti a favore del personale e si è discusso il bilancio dell'esercizio decorso. La Società ha ottenuto risultati soddisfacenti e il Consiglio ha proposto la ripartizione degli utili agli azionisti. Si comunica che il fallimento è stato dichiarato con sentenza del Tribunale e che il curatore provvisorio ha fissato l'adunanza dei creditori per la verifica dei crediti nella sala del Tribunale. Il giudice delegato ha disposto la vendita all'asta dei beni del fallito. Creditori ammessi al passivo per la somma di lire; attivo presunto lire; si propone un concordato al trenta per cento pagabile in rate trimestrali — [381, 1239, 465, 1348]
ultima-ora-headline: ULTIMA ORA — [293, 1202, 372, 1244]
city-label: MODICA — [141, 1293, 169, 1300]
column-5 — [469, 0, 561, 1343]
firm-name: CERDONE SALVATORE — [117, 1875, 181, 1881]
article-text: sono stati deliberati alcuni provvedimenti a favore del personale e si è discusso il bilancio dell'esercizio decorso. La Società ha ottenuto risultati soddisfacenti e il Consiglio ha proposto la ripartizione degli utili agli azionisti. Si comunica che il fallimento è stato dichiarato con sentenza del Tribunale e che il curatore provvisorio ha fissato l'adunanza dei creditori per la verifica dei crediti nella sala del Tribunale. Il giudice delegato ha disposto la vendita all'asta dei beni del fallito. Creditori ammessi al passivo per la somma di lire; attivo presunto lire; si propone un concordato al trenta per cento pagabile in rate trimestrali sono stati deliberati alcuni provvedimenti a favore del personale e si è discusso il bilancio dell'esercizio decorso. La Società ha ottenuto risultati soddisfacenti e il Consiglio ha proposto la ripartizione degli utili agli azionisti. Si comunica che il fallimento è stato dichiarato con sentenza del Tribunale e che il curatore provvisorio ha fissato l'adunanza dei creditori per la verifica dei crediti nella sala del Tribunale. Il giudice delegato ha disposto la vendita all'asta dei beni del fallito. Creditori ammessi al passivo per la somma di lire; attivo presunto lire; si propone un concordato al trenta per cento pagabile in rate trimestrali — [11, 190, 105, 378]
lotto-city: Palermo — [569, 856, 591, 863]
article-text: sono stati deliberati alcuni provvedimenti a favore del personale e si è discusso il bilancio dell'esercizio decorso. La Società ha ottenuto risultati soddisfacenti e il Consiglio ha proposto la ripartizione degli utili agli azionisti. Si comunica che il fallimento è stato dichiarato con sentenza del Tribunale e che il curatore provvisorio ha fissato l'adunanza dei creditori per la verifica dei crediti nella sala del Tribunale. Il giudice delegato ha disposto la vendita all'asta dei beni del fallito. Creditori ammessi al passivo per la somma di lire; attivo presunto lire; si propone un concordato al trenta per cento pagabile in rate trimestrali sono stati deliberati alcuni provvedimenti a favore del personale e si è discusso il bilancio dell'esercizio decorso. La Società ha ottenuto risultati soddisfacenti e il Consiglio ha proposto la ripartizione degli utili agli azionisti. Si comunica che il fallimento è stato dichiarato con sentenza del Tribunale e che il curatore provvisorio ha fissato l'adunanza dei creditori per la verifica dei crediti nella sala del Tribunale. Il giudice delegato ha disposto la vendita all'asta dei beni del fallito. Creditori ammessi al passivo per la somma di lire; attivo presunto lire; si propone un concordato al trenta per cento pagabile in rate trimestrali — [113, 252, 197, 468]
city-label: TORINO — [232, 115, 259, 122]
lotto-numbers: 35 - 26 - 28 - 17 - 47 — [600, 876, 666, 883]
page-gutter-shadow — [0, 0, 8, 884]
article-heading: PER LE ONORANZE AL SOVRANO nel suo giubileo di regno — [383, 36, 463, 55]
article-text: sono stati deliberati alcuni provvedimenti a favore del personale e si è discusso il bilancio dell'esercizio decorso. La Società ha ottenuto risultati soddisfacenti e il Consiglio ha proposto la ripartizione degli utili agli azionisti. Si comunica che il fallimento è stato dichiarato con sentenza del Tribunale e che il curatore provvisorio ha fissato l'adunanza dei creditori per la verifica dei crediti nella sala del Tribunale. Il giudice delegato ha disposto la vendita all'asta dei beni del fallito. Creditori ammessi al passivo per la somma di lire; attivo presunto lire; si propone un concordato al trenta per cento pagabile in rate trimestrali — [113, 1057, 197, 1171]
article-text: sono stati deliberati alcuni provvedimenti a favore del personale e si è discusso il bilancio dell'esercizio decorso. La Società ha ottenuto risultati soddisfacenti e il Consiglio ha proposto la ripartizione degli utili agli azionisti. Si comunica che il fallimento è stato dichiarato con sentenza del Tribunale e che il curatore provvisorio ha fissato l'adunanza dei creditori per la verifica dei crediti nella sala del Tribunale. Il giudice delegato ha disposto la vendita all'asta dei beni del fallito. Creditori ammessi al passivo per la somma di lire; attivo presunto lire; si propone un concordato al trenta per cento pagabile in rate trimestrali sono stati deliberati alcuni provvedimenti a favore del personale e si è discusso il bilancio dell'esercizio decorso. La Società ha ottenuto risultati soddisfacenti e il Consiglio ha proposto la ripartizione degli utili agli azionisti. Si comunica che il fallimento è stato dichiarato con sentenza del Tribunale e che il curatore provvisorio ha fissato l'adunanza dei creditori per la verifica dei crediti nella sala del Tribunale. Il giudice delegato ha disposto la vendita all'asta dei beni del fallito. Creditori ammessi al passivo per la somma di lire; attivo presunto lire; si propone un concordato al trenta per cento pagabile in rate trimestrali — [204, 510, 286, 732]
lotto-numbers: 21 - 15 - 12 - 53 - 55 — [600, 831, 666, 837]
ad-subheadline: a prezzi senza confronti — [482, 1336, 548, 1343]
article-text: sono stati deliberati alcuni provvedimenti a favore del personale e si è discusso il bilancio dell'esercizio decorso. La Società ha ottenuto risultati soddisfacenti e il Consiglio ha proposto la ripartizione degli utili agli azionisti. Si comunica che il fallimento è stato dichiarato con sentenza del Tribunale e che il curatore provvisorio ha fissato l'adunanza dei creditori per la verifica dei crediti nella sala del Tribunale. Il giudice delegato ha disposto la vendita all'asta dei beni del fallito. Creditori ammessi al passivo per la somma di lire; attivo presunto lire; si propone un concordato al trenta per cento pagabile in rate trimestrali — [204, 1479, 286, 1593]
article-text: sono stati deliberati alcuni provvedimenti a favore del personale e si è discusso il bilancio dell'esercizio decorso. La Società ha ottenuto risultati soddisfacenti e il Consiglio ha proposto la ripartizione degli utili agli azionisti. Si comunica che il fallimento è stato dichiarato con sentenza del Tribunale e che il curatore provvisorio ha fissato l'adunanza dei creditori per la verifica dei crediti nella sala del Tribunale. Il giudice delegato ha disposto la vendita all'asta dei beni del fallito. Creditori ammessi al passivo per la somma di lire; attivo presunto lire; si propone un concordato al trenta per cento pagabile in rate trimestrali sono stati deliberati alcuni provvedimenti a favore del personale e si è discusso il bilancio dell'esercizio decorso. La Società ha ottenuto risultati soddisfacenti e il Consiglio ha proposto la ripartizione degli utili agli azionisti. Si comunica che il fallimento è stato dichiarato con sentenza del Tribunale e che il curatore provvisorio ha fissato l'adunanza dei creditori per la verifica dei crediti nella sala del Tribunale. Il giudice delegato ha disposto la vendita all'asta dei beni del fallito. Creditori ammessi al passivo per la somma di lire; attivo presunto lire; si propone un concordato al trenta per cento pagabile in rate trimestrali — [11, 2011, 105, 2198]
section-heading: VITA INDUSTRIALE e COMMERCIALE — [301, 463, 366, 477]
article-text: sono stati deliberati alcuni provvedimenti a favore del personale e si è discusso il bilancio dell'esercizio decorso. La Società ha ottenuto risultati soddisfacenti e il Consiglio ha proposto la ripartizione degli utili agli azionisti. Si comunica che il fallimento è stato dichiarato con sentenza del Tribunale e che il curatore provvisorio ha fissato l'adunanza dei creditori per la verifica dei crediti nella sala del Tribunale. Il giudice delegato ha disposto la vendita all'asta dei beni del fallito. Creditori ammessi al passivo per la somma di lire; attivo presunto lire; si propone un concordato al trenta per cento pagabile in rate trimestrali sono stati deliberati alcuni provvedimenti a favore del personale e si è discusso il bilancio dell'esercizio decorso. La Società ha ottenuto risultati soddisfacenti e il Consiglio ha proposto la ripartizione degli utili agli azionisti. Si comunica che il fallimento è stato dichiarato con sentenza del Tribunale e che il curatore provvisorio ha fissato l'adunanza dei creditori per la verifica dei crediti nella sala del Tribunale. Il giudice delegato ha disposto la vendita all'asta dei beni del fallito. Creditori ammessi al passivo per la somma di lire; attivo presunto lire; si propone un concordato al trenta per cento pagabile in rate trimestrali — [293, 740, 374, 968]
city-label: MILANO — [44, 1625, 72, 1632]
article-text: sono stati deliberati alcuni provvedimenti a favore del personale e si è discusso il bilancio dell'esercizio decorso. La Società ha ottenuto risultati soddisfacenti e il Consiglio ha proposto la ripartizione degli utili agli azionisti. Si comunica che il fallimento è stato dichiarato con sentenza del Tribunale e che il curatore provvisorio ha fissato l'adunanza dei creditori per la verifica dei crediti nella sala del Tribunale. Il giudice delegato ha disposto la vendita all'asta dei beni del fallito. Creditori ammessi al passivo per la somma di lire; attivo presunto lire; si propone un concordato al trenta per cento pagabile in rate trimestrali sono stati deliberati alcuni provvedimenti a favore del personale e si è discusso il bilancio dell'esercizio decorso. La Società ha ottenuto risultati soddisfacenti e il Consiglio ha proposto la ripartizione degli utili agli azionisti. Si comunica che il fallimento è stato dichiarato con sentenza del Tribunale e che il curatore provvisorio ha fissato l'adunanza dei creditori per la verifica dei crediti nella sala del Tribunale. Il giudice delegato ha disposto la vendita all'asta dei beni del fallito. Creditori ammessi al passivo per la somma di lire; attivo presunto lire; si propone un concordato al trenta per cento pagabile in rate trimestrali — [11, 2388, 105, 2576]
firm-name: SORIA LUIGIA ved. ONODEI — [208, 1104, 286, 1110]
article-text: sono stati deliberati alcuni provvedimenti a favore del personale e si è discusso il bilancio dell'esercizio decorso. La Società ha ottenuto risultati soddisfacenti e il Consiglio ha proposto la ripartizione degli utili agli azionisti. Si comunica che il fallimento è stato dichiarato con sentenza del Tribunale e che il curatore provvisorio ha fissato l'adunanza dei creditori per la verifica dei crediti nella sala del Tribunale. Il giudice delegato ha disposto la vendita all'asta dei beni del fallito. Creditori ammessi al passivo per la somma di lire; attivo presunto lire; si propone un concordato al trenta per cento pagabile in rate trimestrali — [204, 250, 286, 364]
column-1 — [8, 0, 108, 2576]
city-label: CASTROVILLARI — [129, 123, 182, 130]
article-text: sono stati deliberati alcuni provvedimenti a favore del personale e si è discusso il bilancio dell'esercizio decorso. La Società ha ottenuto risultati soddisfacenti e il Consiglio ha proposto la ripartizione degli utili agli azionisti. Si comunica che il fallimento è stato dichiarato con sentenza del Tribunale e che il curatore provvisorio ha fissato l'adunanza dei creditori per la verifica dei crediti nella sala del Tribunale. Il giudice delegato ha disposto la vendita all'asta dei beni del fallito. Creditori ammessi al passivo per la somma di lire; attivo presunto lire; si propone un concordato al trenta per cento pagabile in rate trimestrali sono stati deliberati alcuni provvedimenti a favore del personale e si è discusso il bilancio dell'esercizio decorso. La Società ha ottenuto risultati soddisfacenti e il Consiglio ha proposto la ripartizione degli utili agli azionisti. Si comunica che il fallimento è stato dichiarato con sentenza del Tribunale e che il curatore provvisorio ha fissato l'adunanza dei creditori per la verifica dei crediti nella sala del Tribunale. Il giudice delegato ha disposto la vendita all'asta dei beni del fallito. Creditori ammessi al passivo per la somma di lire; attivo presunto lire; si propone un concordato al trenta per cento pagabile in rate trimestrali — [293, 969, 374, 1197]
lotto-date: Milano, 31 gennaio 1921 — [583, 824, 652, 831]
firm-name: MAFFIA LUIGI & FIGLIO — [117, 131, 184, 136]
ad-headline: Sontuosi tappeti persiani — [479, 1317, 551, 1337]
city-label: IVREA — [144, 705, 166, 712]
article-heading: Abbonamenti tramviari per gli studenti universitari — [474, 677, 556, 691]
article-text: sono stati deliberati alcuni provvedimenti a favore del personale e si è discusso il bilancio dell'esercizio decorso. La Società ha ottenuto risultati soddisfacenti e il Consiglio ha proposto la ripartizione degli utili agli azionisti. Si comunica che il fallimento è stato dichiarato con sentenza del Tribunale e che il curatore provvisorio ha fissato l'adunanza dei creditori per la verifica dei crediti nella sala del Tribunale. Il giudice delegato ha disposto la vendita all'asta dei beni del fallito. Creditori ammessi al passivo per la somma di lire; attivo presunto lire; si propone un concordato al trenta per cento pagabile in rate trimestrali — [293, 1495, 374, 1609]
article-text: sono stati deliberati alcuni provvedimenti a favore del personale e si è discusso il bilancio dell'esercizio decorso. La Società ha ottenuto risultati soddisfacenti e il Consiglio ha proposto la ripartizione degli utili agli azionisti. Si comunica che il fallimento è stato dichiarato con sentenza del Tribunale e che il curatore provvisorio ha fissato l'adunanza dei creditori per la verifica dei crediti nella sala del Tribunale. Il giudice delegato ha disposto la vendita all'asta dei beni del fallito. Creditori ammessi al passivo per la somma di lire; attivo presunto lire; si propone un concordato al trenta per cento pagabile in rate trimestrali — [204, 123, 286, 242]
article-text: sono stati deliberati alcuni provvedimenti a favore del personale e si è discusso il bilancio dell'esercizio decorso. La Società ha ottenuto risultati soddisfacenti e il Consiglio ha proposto la ripartizione degli utili agli azionisti. Si comunica che il fallimento è stato dichiarato con sentenza del Tribunale e che il curatore provvisorio ha fissato l'adunanza dei creditori per la verifica dei crediti nella sala del Tribunale. Il giudice delegato ha disposto la vendita all'asta dei beni del fallito. Creditori ammessi al passivo per la somma di lire; attivo presunto lire; si propone un concordato al trenta per cento pagabile in rate trimestrali — [472, 809, 558, 917]
article-heading: Cinematografica Ugo Milone - Poschiavo — [13, 380, 103, 393]
article-text: sono stati deliberati alcuni provvedimenti a favore del personale e si è discusso il bilancio dell'esercizio decorso. La Società ha ottenuto risultati soddisfacenti e il Consiglio ha proposto la ripartizione degli utili agli azionisti. Si comunica che il fallimento è stato dichiarato con sentenza del Tribunale e che il curatore provvisorio ha fissato l'adunanza dei creditori per la verifica dei crediti nella sala del Tribunale. Il giudice delegato ha disposto la vendita all'asta dei beni del fallito. Creditori ammessi al passivo per la somma di lire; attivo presunto lire; si propone un concordato al trenta per cento pagabile in rate trimestrali — [472, 691, 558, 799]
article-text: sono stati deliberati alcuni provvedimenti a favore del personale e si è discusso il bilancio dell'esercizio decorso. La Società ha ottenuto risultati soddisfacenti e il Consiglio ha proposto la ripartizione degli utili agli azionisti. Si comunica che il fallimento è stato dichiarato con sentenza del Tribunale e che il curatore provvisorio ha fissato l'adunanza dei creditori per la verifica dei crediti nella sala del Tribunale. Il giudice delegato ha disposto la vendita all'asta dei beni del fallito. Creditori ammessi al passivo per la somma di lire; attivo presunto lire; si propone un concordato al trenta per cento pagabile in rate trimestrali sono stati deliberati alcuni provvedimenti a favore del personale e si è discusso il bilancio dell'esercizio decorso. La Società ha ottenuto risultati soddisfacenti e il Consiglio ha proposto la ripartizione degli utili agli azionisti. Si comunica che il fallimento è stato dichiarato con sentenza del Tribunale e che il curatore provvisorio ha fissato l'adunanza dei creditori per la verifica dei crediti nella sala del Tribunale. Il giudice delegato ha disposto la vendita all'asta dei beni del fallito. Creditori ammessi al passivo per la somma di lire; attivo presunto lire; si propone un concordato al trenta per cento pagabile in rate trimestrali — [11, 1406, 105, 1594]
article-text: sono stati deliberati alcuni provvedimenti a favore del personale e si è discusso il bilancio dell'esercizio decorso. La Società ha ottenuto risultati soddisfacenti e il Consiglio ha proposto la ripartizione degli utili agli azionisti. Si comunica che il fallimento è stato dichiarato con sentenza del Tribunale e che il curatore provvisorio ha fissato l'adunanza dei creditori per la verifica dei crediti nella sala del Tribunale. Il giudice delegato ha disposto la vendita all'asta dei beni del fallito. Creditori ammessi al passivo per la somma di lire; attivo presunto lire; si propone un concordato al trenta per cento pagabile in rate trimestrali sono stati deliberati alcuni provvedimenti a favore del personale e si è discusso il bilancio dell'esercizio decorso. La Società ha ottenuto risultati soddisfacenti e il Consiglio ha proposto la ripartizione degli utili agli azionisti. Si comunica che il fallimento è stato dichiarato con sentenza del Tribunale e che il curatore provvisorio ha fissato l'adunanza dei creditori per la verifica dei crediti nella sala del Tribunale. Il giudice delegato ha disposto la vendita all'asta dei beni del fallito. Creditori ammessi al passivo per la somma di lire; attivo presunto lire; si propone un concordato al trenta per cento pagabile in rate trimestrali — [472, 2, 558, 218]
column-4 — [378, 0, 468, 1348]
lotto-numbers: 28 - 16 - 73 - 33 - 62 — [600, 836, 666, 843]
ultima-ora-subheading: Informazioni dall'America Latina — [295, 1242, 372, 1260]
article-heading: Sac. per ril art "Grandecolonia Werke" - Vienna — [208, 490, 283, 510]
article-text: sono stati deliberati alcuni provvedimenti a favore del personale e si è discusso il bilancio dell'esercizio decorso. La Società ha ottenuto risultati soddisfacenti e il Consiglio ha proposto la ripartizione degli utili agli azionisti. Si comunica che il fallimento è stato dichiarato con sentenza del Tribunale e che il curatore provvisorio ha fissato l'adunanza dei creditori per la verifica dei crediti nella sala del Tribunale. Il giudice delegato ha disposto la vendita all'asta dei beni del fallito. Creditori ammessi al passivo per la somma di lire; attivo presunto lire; si propone un concordato al trenta per cento pagabile in rate trimestrali sono stati deliberati alcuni provvedimenti a favore del personale e si è discusso il bilancio dell'esercizio decorso. La Società ha ottenuto risultati soddisfacenti e il Consiglio ha proposto la ripartizione degli utili agli azionisti. Si comunica che il fallimento è stato dichiarato con sentenza del Tribunale e che il curatore provvisorio ha fissato l'adunanza dei creditori per la verifica dei crediti nella sala del Tribunale. Il giudice delegato ha disposto la vendita all'asta dei beni del fallito. Creditori ammessi al passivo per la somma di lire; attivo presunto lire; si propone un concordato al trenta per cento pagabile in rate trimestrali — [11, 1633, 105, 1820]
firm-name: DE SALVO ANGELO — [117, 1179, 171, 1185]
article-text: sono stati deliberati alcuni provvedimenti a favore del personale e si è discusso il bilancio dell'esercizio decorso. La Società ha ottenuto risultati soddisfacenti e il Consiglio ha proposto la ripartizione degli utili agli azionisti. Si comunica che il fallimento è stato dichiarato con sentenza del Tribunale e che il curatore provvisorio ha fissato l'adunanza dei creditori per la verifica dei crediti nella sala del Tribunale. Il giudice delegato ha disposto la vendita all'asta dei beni del fallito. Creditori ammessi al passivo per la somma di lire; attivo presunto lire; si propone un concordato al trenta per cento pagabile in rate trimestrali sono stati deliberati alcuni provvedimenti a favore del personale e si è discusso il bilancio dell'esercizio decorso. La Società ha ottenuto risultati soddisfacenti e il Consiglio ha proposto la ripartizione degli utili agli azionisti. Si comunica che il fallimento è stato dichiarato con sentenza del Tribunale e che il curatore provvisorio ha fissato l'adunanza dei creditori per la verifica dei crediti nella sala del Tribunale. Il giudice delegato ha disposto la vendita all'asta dei beni del fallito. Creditori ammessi al passivo per la somma di lire; attivo presunto lire; si propone un concordato al trenta per cento pagabile in rate trimestrali — [11, 2199, 105, 2387]
article-text: sono stati deliberati alcuni provvedimenti a favore del personale e si è discusso il bilancio dell'esercizio decorso. La Società ha ottenuto risultati soddisfacenti e il Consiglio ha proposto la ripartizione degli utili agli azionisti. Si comunica che il fallimento è stato dichiarato con sentenza del Tribunale e che il curatore provvisorio ha fissato l'adunanza dei creditori per la verifica dei crediti nella sala del Tribunale. Il giudice delegato ha disposto la vendita all'asta dei beni del fallito. Creditori ammessi al passivo per la somma di lire; attivo presunto lire; si propone un concordato al trenta per cento pagabile in rate trimestrali — [113, 1179, 197, 1293]
article-text: sono stati deliberati alcuni provvedimenti a favore del personale e si è discusso il bilancio dell'esercizio decorso. La Società ha ottenuto risultati soddisfacenti e il Consiglio ha proposto la ripartizione degli utili agli azionisti. Si comunica che il fallimento è stato dichiarato con sentenza del Tribunale e che il curatore provvisorio ha fissato l'adunanza dei creditori per la verifica dei crediti nella sala del Tribunale. Il giudice delegato ha disposto la vendita all'asta dei beni del fallito. Creditori ammessi al passivo per la somma di lire; attivo presunto lire; si propone un concordato al trenta per cento pagabile in rate trimestrali — [113, 2220, 197, 2334]
article-text: sono stati deliberati alcuni provvedimenti a favore del personale e si è discusso il bilancio dell'esercizio decorso. La Società ha ottenuto risultati soddisfacenti e il Consiglio ha proposto la ripartizione degli utili agli azionisti. Si comunica che il fallimento è stato dichiarato con sentenza del Tribunale e che il curatore provvisorio ha fissato l'adunanza dei creditori per la verifica dei crediti nella sala del Tribunale. Il giudice delegato ha disposto la vendita all'asta dei beni del fallito. Creditori ammessi al passivo per la somma di lire; attivo presunto lire; si propone un concordato al trenta per cento pagabile in rate trimestrali — [204, 1110, 286, 1224]
article-text: sono stati deliberati alcuni provvedimenti a favore del personale e si è discusso il bilancio dell'esercizio decorso. La Società ha ottenuto risultati soddisfacenti e il Consiglio ha proposto la ripartizione degli utili agli azionisti. Si comunica che il fallimento è stato dichiarato con sentenza del Tribunale e che il curatore provvisorio ha fissato l'adunanza dei creditori per la verifica dei crediti nella sala del Tribunale. Il giudice delegato ha disposto la vendita all'asta dei beni del fallito. Creditori ammessi al passivo per la somma di lire; attivo presunto lire; si propone un concordato al trenta per cento pagabile in rate trimestrali — [472, 1164, 558, 1272]
firm-name: DI MAIO EMILIA — [117, 2105, 167, 2111]
article-text: sono stati deliberati alcuni provvedimenti a favore del personale e si è discusso il bilancio dell'esercizio decorso. La Società ha ottenuto risultati soddisfacenti e il Consiglio ha proposto la ripartizione degli utili agli azionisti. Si comunica che il fallimento è stato dichiarato con sentenza del Tribunale e che il curatore provvisorio ha fissato l'adunanza dei creditori per la verifica dei crediti nella sala del Tribunale. Il giudice delegato ha disposto la vendita all'asta dei beni del fallito. Creditori ammessi al passivo per la somma di lire; attivo presunto lire; si propone un concordato al trenta per cento pagabile in rate trimestrali — [204, 740, 286, 854]
lotto-numbers: 63 - 2 - 12 - 11 - 54 — [603, 843, 666, 850]
article-heading: Il ballo della Moda — [483, 220, 547, 228]
lotto-row — [569, 831, 666, 837]
article-text: sono stati deliberati alcuni provvedimenti a favore del personale e si è discusso il bilancio dell'esercizio decorso. La Società ha ottenuto risultati soddisfacenti e il Consiglio ha proposto la ripartizione degli utili agli azionisti. Si comunica che il fallimento è stato dichiarato con sentenza del Tribunale e che il curatore provvisorio ha fissato l'adunanza dei creditori per la verifica dei crediti nella sala del Tribunale. Il giudice delegato ha disposto la vendita all'asta dei beni del fallito. Creditori ammessi al passivo per la somma di lire; attivo presunto lire; si propone un concordato al trenta per cento pagabile in rate trimestrali — [204, 2, 286, 116]
lotto-row — [569, 856, 666, 863]
firm-name: ESPOSITO ASSUNTA — [117, 2220, 172, 2226]
city-label: MACERATA — [136, 929, 174, 936]
column-6 — [562, 0, 673, 973]
article-text: sono stati deliberati alcuni provvedimenti a favore del personale e si è discusso il bilancio dell'esercizio decorso. La Società ha ottenuto risultati soddisfacenti e il Consiglio ha proposto la ripartizione degli utili agli azionisti. Si comunica che il fallimento è stato dichiarato con sentenza del Tribunale e che il curatore provvisorio ha fissato l'adunanza dei creditori per la verifica dei crediti nella sala del Tribunale. Il giudice delegato ha disposto la vendita all'asta dei beni del fallito. Creditori ammessi al passivo per la somma di lire; attivo presunto lire; si propone un concordato al trenta per cento pagabile in rate trimestrali sono stati deliberati alcuni provvedimenti a favore del personale e si è discusso il bilancio dell'esercizio decorso. La Società ha ottenuto risultati soddisfacenti e il Consiglio ha proposto la ripartizione degli utili agli azionisti. Si comunica che il fallimento è stato dichiarato con sentenza del Tribunale e che il curatore provvisorio ha fissato l'adunanza dei creditori per la verifica dei crediti nella sala del Tribunale. Il giudice delegato ha disposto la vendita all'asta dei beni del fallito. Creditori ammessi al passivo per la somma di lire; attivo presunto lire; si propone un concordato al trenta per cento pagabile in rate trimestrali — [565, 367, 670, 538]
article-text: sono stati deliberati alcuni provvedimenti a favore del personale e si è discusso il bilancio dell'esercizio decorso. La Società ha ottenuto risultati soddisfacenti e il Consiglio ha proposto la ripartizione degli utili agli azionisti. Si comunica che il fallimento è stato dichiarato con sentenza del Tribunale e che il curatore provvisorio ha fissato l'adunanza dei creditori per la verifica dei crediti nella sala del Tribunale. Il giudice delegato ha disposto la vendita all'asta dei beni del fallito. Creditori ammessi al passivo per la somma di lire; attivo presunto lire; si propone un concordato al trenta per cento pagabile in rate trimestrali sono stati deliberati alcuni provvedimenti a favore del personale e si è discusso il bilancio dell'esercizio decorso. La Società ha ottenuto risultati soddisfacenti e il Consiglio ha proposto la ripartizione degli utili agli azionisti. Si comunica che il fallimento è stato dichiarato con sentenza del Tribunale e che il curatore provvisorio ha fissato l'adunanza dei creditori per la verifica dei crediti nella sala del Tribunale. Il giudice delegato ha disposto la vendita all'asta dei beni del fallito. Creditori ammessi al passivo per la somma di lire; attivo presunto lire; si propone un concordato al trenta per cento pagabile in rate trimestrali — [565, 24, 670, 194]
article-subheading: Un voto per l'indipendenza di associazione dei cassintori — [383, 762, 463, 781]
ad-address: Via Torino 25 - Telefoni 10-589 e 14-53 — [477, 1302, 553, 1315]
article-heading: LUISA, alla Scala — [582, 13, 653, 23]
